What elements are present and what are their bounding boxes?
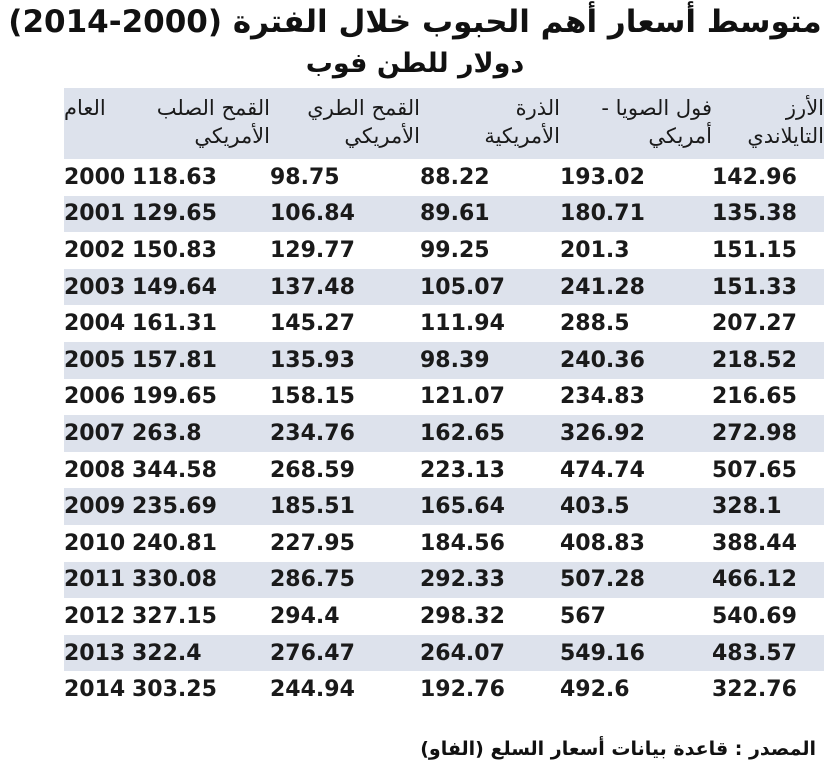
table-row: [64, 525, 824, 562]
cell-soybean: 403.5: [560, 494, 630, 520]
cell-hard-wheat: 161.31: [132, 311, 217, 337]
table-row: [64, 342, 824, 379]
cell-rice: 466.12: [712, 567, 797, 593]
cell-soft-wheat: 98.75: [270, 164, 340, 190]
cell-hard-wheat: 118.63: [132, 164, 217, 190]
cell-soft-wheat: 137.48: [270, 274, 355, 300]
cell-year: 2000: [64, 164, 126, 190]
cell-hard-wheat: 303.25: [132, 677, 217, 703]
table-row: [64, 452, 824, 489]
cell-soybean: 326.92: [560, 420, 645, 446]
cell-soybean: 507.28: [560, 567, 645, 593]
cell-soft-wheat: 135.93: [270, 347, 355, 373]
cell-hard-wheat: 235.69: [132, 494, 217, 520]
cell-corn: 99.25: [420, 237, 490, 263]
cell-hard-wheat: 330.08: [132, 567, 217, 593]
cell-soft-wheat: 129.77: [270, 237, 355, 263]
cell-rice: 135.38: [712, 201, 797, 227]
cell-rice: 483.57: [712, 640, 797, 666]
table-title: متوسط أسعار أهم الحبوب خلال الفترة (2000-2014): [8, 4, 822, 40]
cell-soybean: 408.83: [560, 530, 645, 556]
table-row: [64, 305, 824, 342]
cell-rice: 540.69: [712, 603, 797, 629]
cell-rice: 322.76: [712, 677, 797, 703]
cell-year: 2005: [64, 347, 126, 373]
cell-corn: 121.07: [420, 384, 505, 410]
cell-soybean: 180.71: [560, 201, 645, 227]
cell-soybean: 234.83: [560, 384, 645, 410]
price-table: [64, 88, 824, 708]
table-row: [64, 232, 824, 269]
cell-soft-wheat: 244.94: [270, 677, 355, 703]
source-note: المصدر : قاعدة بيانات أسعار السلع (الفاو): [420, 738, 816, 760]
cell-hard-wheat: 344.58: [132, 457, 217, 483]
cell-rice: 218.52: [712, 347, 797, 373]
cell-hard-wheat: 240.81: [132, 530, 217, 556]
table-row: [64, 415, 824, 452]
cell-soft-wheat: 234.76: [270, 420, 355, 446]
cell-year: 2002: [64, 237, 126, 263]
cell-corn: 184.56: [420, 530, 505, 556]
cell-year: 2001: [64, 201, 126, 227]
cell-rice: 216.65: [712, 384, 797, 410]
cell-soft-wheat: 276.47: [270, 640, 355, 666]
cell-soybean: 492.6: [560, 677, 630, 703]
cell-soybean: 474.74: [560, 457, 645, 483]
cell-soft-wheat: 106.84: [270, 201, 355, 227]
cell-corn: 165.64: [420, 494, 505, 520]
cell-corn: 162.65: [420, 420, 505, 446]
cell-year: 2008: [64, 457, 126, 483]
cell-soybean: 240.36: [560, 347, 645, 373]
cell-year: 2006: [64, 384, 126, 410]
cell-corn: 292.33: [420, 567, 505, 593]
cell-rice: 507.65: [712, 457, 797, 483]
header-hard-wheat: القمح الصلب الأمريكي: [156, 96, 270, 148]
table-row: [64, 635, 824, 672]
cell-soft-wheat: 158.15: [270, 384, 355, 410]
cell-soft-wheat: 145.27: [270, 311, 355, 337]
table-row: [64, 488, 824, 525]
cell-rice: 151.33: [712, 274, 797, 300]
table-row: [64, 598, 824, 635]
cell-hard-wheat: 263.8: [132, 420, 202, 446]
table-row: [64, 196, 824, 233]
table-row: [64, 159, 824, 196]
cell-rice: 272.98: [712, 420, 797, 446]
table-row: [64, 379, 824, 416]
cell-rice: 388.44: [712, 530, 797, 556]
cell-soybean: 193.02: [560, 164, 645, 190]
table-body: [64, 159, 824, 708]
cell-hard-wheat: 327.15: [132, 603, 217, 629]
header-year: العام: [64, 96, 106, 120]
cell-soft-wheat: 286.75: [270, 567, 355, 593]
cell-corn: 223.13: [420, 457, 505, 483]
cell-corn: 98.39: [420, 347, 490, 373]
cell-year: 2003: [64, 274, 126, 300]
cell-year: 2009: [64, 494, 126, 520]
table-subtitle: دولار للطن فوب: [305, 48, 525, 79]
cell-hard-wheat: 129.65: [132, 201, 217, 227]
cell-corn: 88.22: [420, 164, 490, 190]
cell-corn: 264.07: [420, 640, 505, 666]
cell-soft-wheat: 268.59: [270, 457, 355, 483]
cell-soft-wheat: 185.51: [270, 494, 355, 520]
cell-corn: 89.61: [420, 201, 490, 227]
table-row: [64, 269, 824, 306]
header-row: [64, 88, 824, 159]
cell-year: 2004: [64, 311, 126, 337]
cell-rice: 207.27: [712, 311, 797, 337]
header-corn: الذرة الأمريكية: [484, 96, 560, 148]
cell-hard-wheat: 157.81: [132, 347, 217, 373]
cell-hard-wheat: 322.4: [132, 640, 202, 666]
table-row: [64, 562, 824, 599]
cell-soybean: 567: [560, 603, 606, 629]
cell-soybean: 201.3: [560, 237, 630, 263]
cell-soybean: 241.28: [560, 274, 645, 300]
cell-soybean: 288.5: [560, 311, 630, 337]
cell-corn: 111.94: [420, 311, 505, 337]
header-rice: الأرز التايلاندي: [747, 96, 824, 148]
cell-year: 2013: [64, 640, 126, 666]
header-soybean: فول الصويا - أمريكي: [601, 96, 712, 148]
cell-year: 2012: [64, 603, 126, 629]
cell-year: 2014: [64, 677, 126, 703]
cell-soft-wheat: 294.4: [270, 603, 340, 629]
header-soft-wheat: القمح الطري الأمريكي: [307, 96, 420, 148]
cell-hard-wheat: 199.65: [132, 384, 217, 410]
cell-hard-wheat: 150.83: [132, 237, 217, 263]
cell-soybean: 549.16: [560, 640, 645, 666]
cell-soft-wheat: 227.95: [270, 530, 355, 556]
cell-year: 2011: [64, 567, 126, 593]
table-row: [64, 671, 824, 708]
cell-rice: 151.15: [712, 237, 797, 263]
cell-rice: 142.96: [712, 164, 797, 190]
cell-hard-wheat: 149.64: [132, 274, 217, 300]
cell-rice: 328.1: [712, 494, 782, 520]
cell-corn: 192.76: [420, 677, 505, 703]
cell-year: 2007: [64, 420, 126, 446]
cell-corn: 105.07: [420, 274, 505, 300]
cell-year: 2010: [64, 530, 126, 556]
cell-corn: 298.32: [420, 603, 505, 629]
